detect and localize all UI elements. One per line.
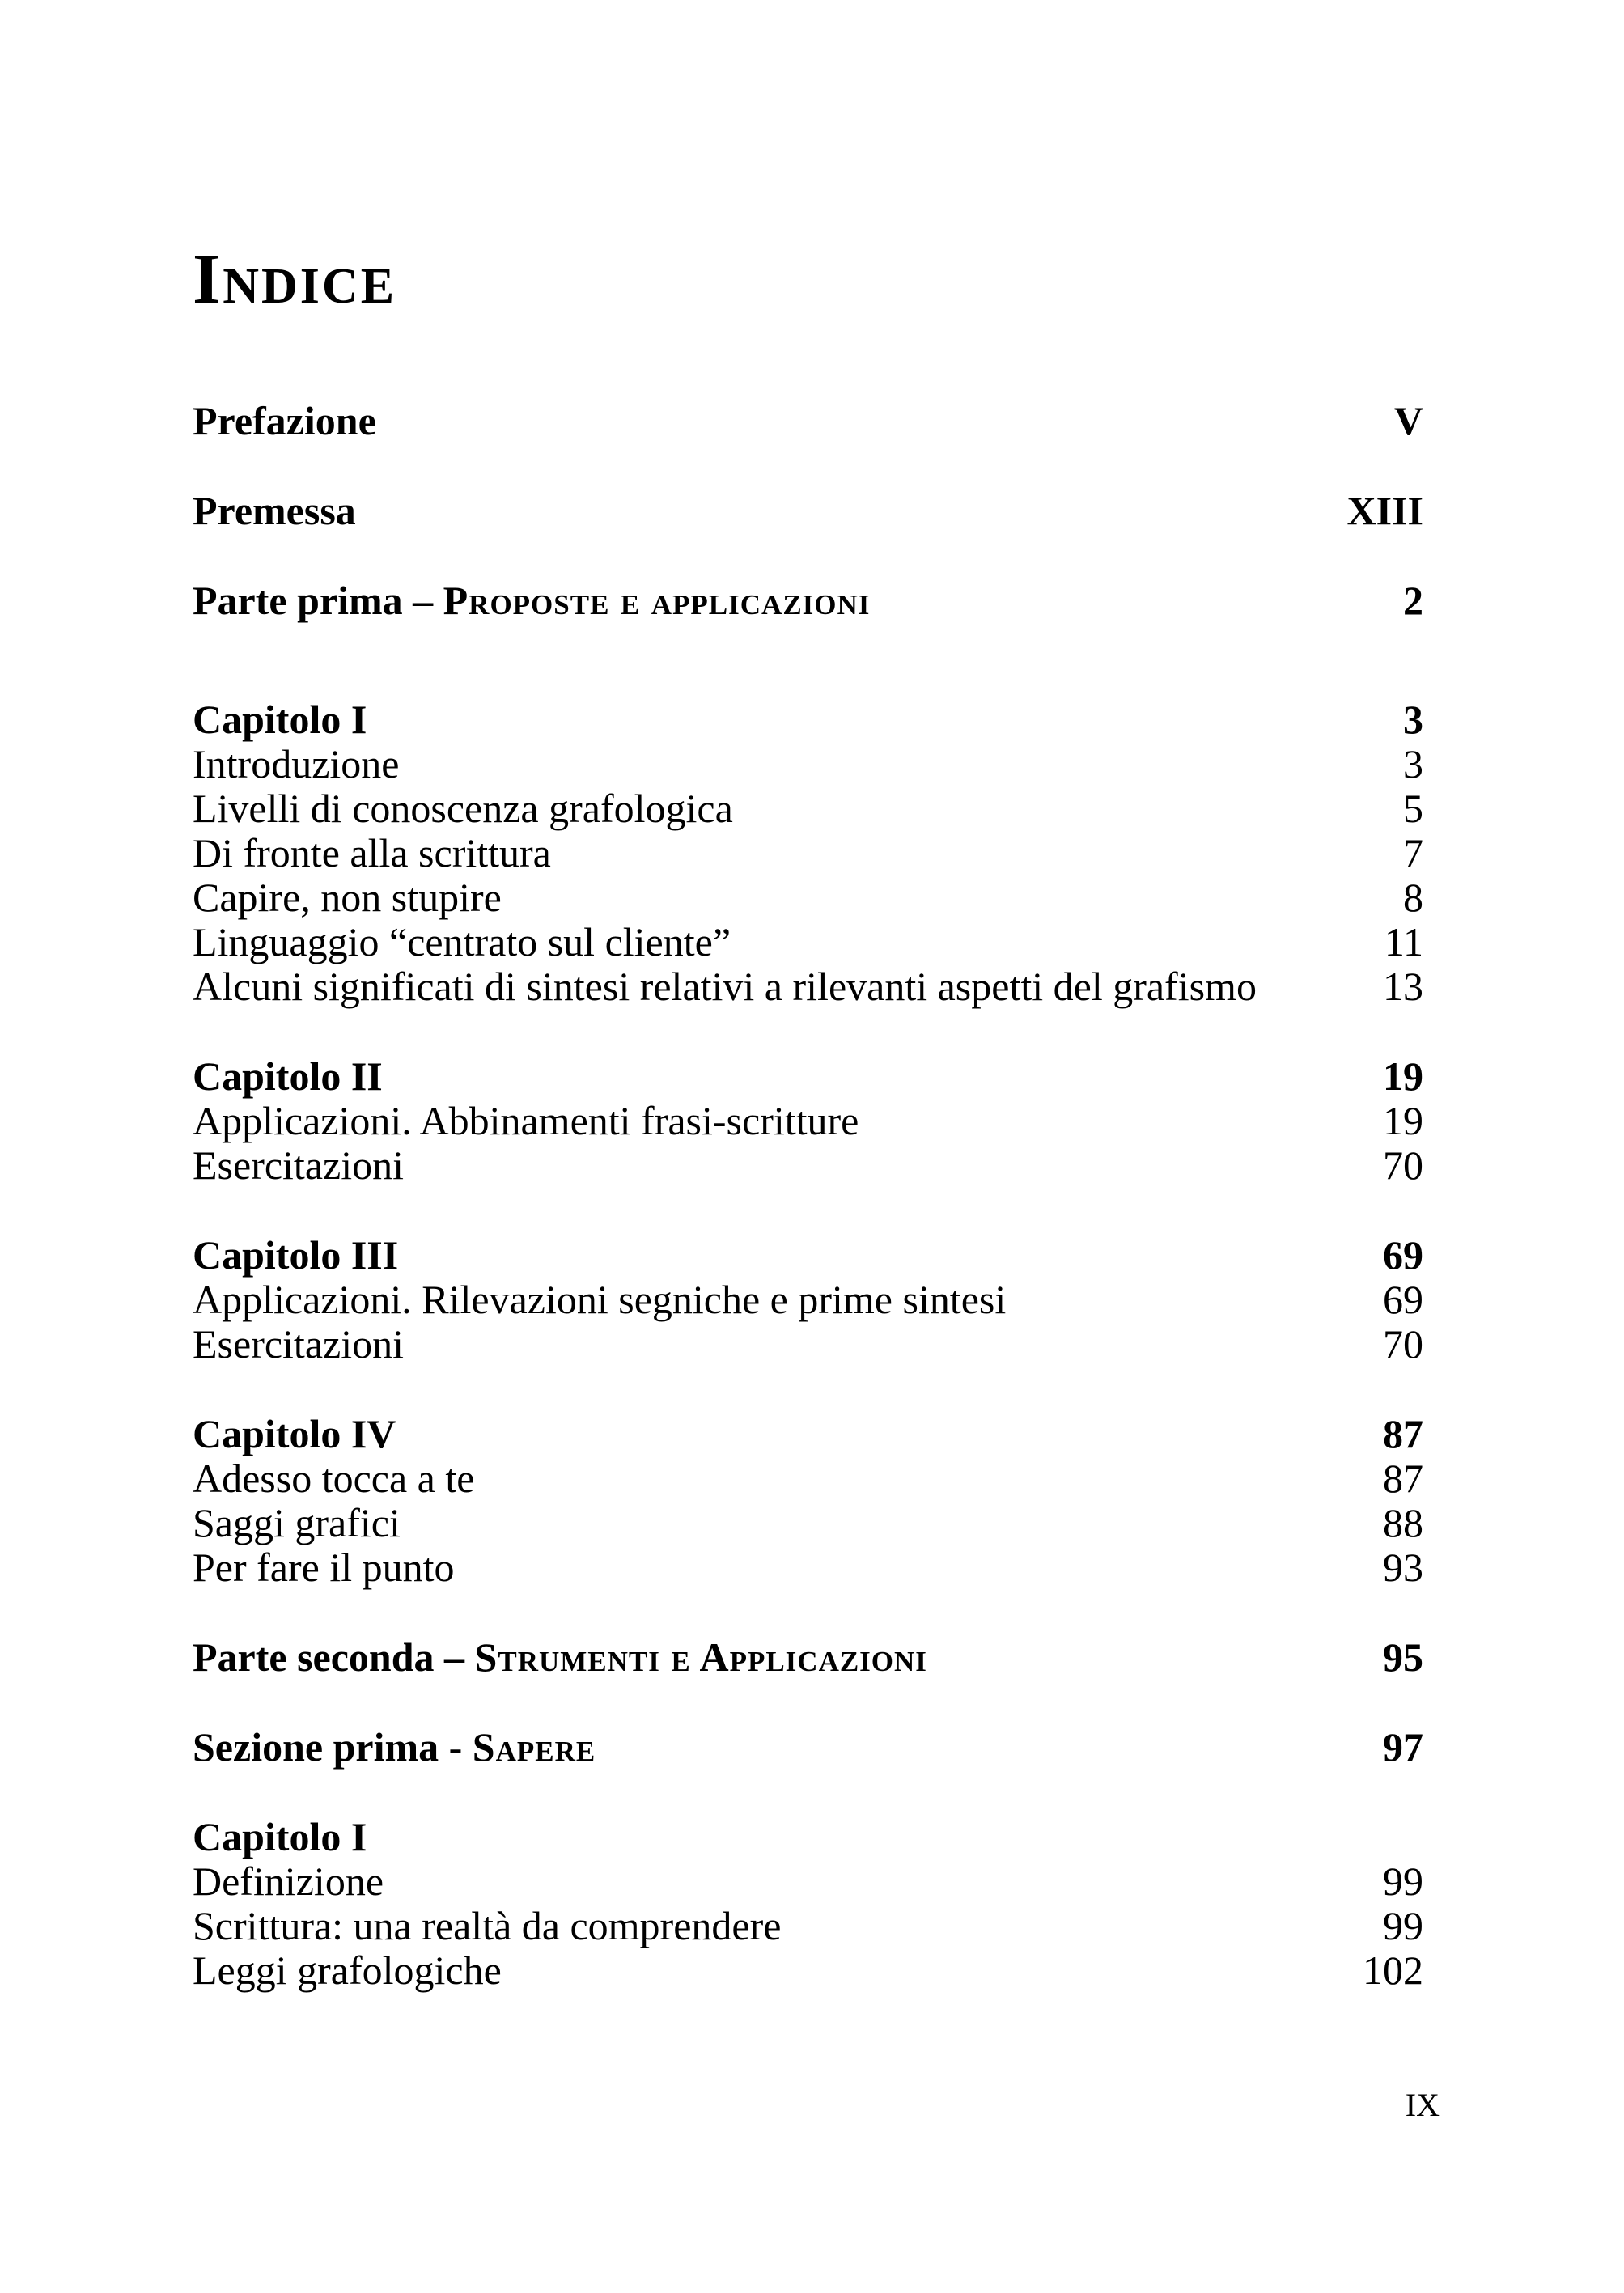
toc-entry-page-number: 2 [1403,578,1423,623]
page-folio: IX [1405,2087,1440,2123]
toc-entry-capitolo-3 [193,1233,1423,1278]
toc-entry-page-number: 7 [1403,830,1423,875]
toc-entry [193,831,1423,875]
toc-entry-label: Capitolo I [193,1814,367,1859]
toc-entry [193,1948,1423,1993]
table-of-contents [193,399,1423,1993]
toc-entry-page-number: 69 [1383,1277,1423,1322]
toc-entry-label: Premessa [193,488,356,533]
toc-entry-page-number: 99 [1383,1859,1423,1904]
toc-entry-label: Per fare il punto [193,1545,455,1590]
part-subtitle: Strumenti e Applicazioni [474,1634,927,1680]
toc-entry-label: Capire, non stupire [193,875,502,920]
toc-entry-page-number: 88 [1383,1500,1423,1545]
section-subtitle: Sapere [472,1724,596,1770]
toc-entry-page-number: 13 [1383,964,1423,1009]
part-label: Parte prima – [193,578,434,623]
toc-entry-label [193,1725,596,1770]
toc-entry [193,1322,1423,1367]
toc-entry-label: Applicazioni. Abbinamenti frasi-scritture [193,1098,859,1143]
toc-entry [193,920,1423,964]
toc-entry-page-number: 70 [1383,1321,1423,1367]
toc-entry-parte-seconda [193,1635,1423,1680]
toc-entry-label: Linguaggio “centrato sul cliente” [193,919,731,964]
toc-entry-label: Livelli di conoscenza grafologica [193,786,733,831]
toc-entry-page-number: 3 [1403,697,1423,742]
toc-entry-label: Introduzione [193,741,400,786]
toc-entry-capitolo-2 [193,1054,1423,1099]
toc-entry [193,1501,1423,1545]
part-subtitle: Proposte e applicazioni [443,578,871,623]
toc-entry-label [193,579,870,623]
toc-entry-label: Scrittura: una realtà da comprendere [193,1903,782,1948]
toc-entry-label: Saggi grafici [193,1500,401,1545]
toc-entry-page-number: 5 [1403,786,1423,831]
page-title: Indice [193,240,397,319]
toc-entry-parte-prima [193,579,1423,623]
toc-entry [193,1545,1423,1590]
toc-entry-page-number: 93 [1383,1545,1423,1590]
toc-entry-premessa [193,489,1423,533]
toc-entry-page-number: 102 [1363,1948,1423,1993]
toc-entry-page-number: 11 [1384,919,1423,964]
toc-entry [193,786,1423,831]
toc-entry-label [193,1635,927,1680]
toc-entry-page-number: 87 [1383,1456,1423,1501]
toc-entry-label: Leggi grafologiche [193,1948,502,1993]
toc-entry-label: Di fronte alla scrittura [193,830,551,875]
toc-entry [193,1278,1423,1322]
toc-entry [193,1904,1423,1948]
toc-entry-capitolo-1-sezione [193,1815,1423,1859]
toc-entry-page-number: 70 [1383,1142,1423,1188]
toc-entry-page-number: XIII [1346,488,1423,533]
toc-entry-label: Prefazione [193,398,376,443]
toc-entry-capitolo-4 [193,1412,1423,1456]
toc-entry-label: Applicazioni. Rilevazioni segniche e prime sintesi [193,1277,1007,1322]
toc-entry [193,964,1423,1009]
toc-entry [193,1859,1423,1904]
toc-entry-label: Alcuni significati di sintesi relativi a rilevanti aspetti del grafismo [193,964,1257,1009]
toc-entry [193,1143,1423,1188]
toc-entry-page-number: 95 [1383,1634,1423,1680]
toc-entry-label: Capitolo IV [193,1411,396,1456]
toc-entry-page-number: 3 [1403,741,1423,786]
part-label: Parte seconda – [193,1634,465,1680]
toc-entry [193,742,1423,786]
toc-entry-sezione-prima [193,1725,1423,1770]
toc-entry [193,875,1423,920]
toc-entry [193,1099,1423,1143]
toc-entry-label: Capitolo I [193,697,367,742]
toc-entry-page-number: 99 [1383,1903,1423,1948]
toc-entry-label: Esercitazioni [193,1321,404,1367]
toc-entry-page-number: 19 [1383,1053,1423,1099]
toc-entry-label: Esercitazioni [193,1142,404,1188]
toc-entry-prefazione [193,399,1423,443]
toc-entry-page-number: 87 [1383,1411,1423,1456]
toc-entry-page-number: 8 [1403,875,1423,920]
toc-entry [193,1456,1423,1501]
toc-entry-label: Definizione [193,1859,384,1904]
toc-entry-label: Capitolo II [193,1053,383,1099]
toc-entry-capitolo-1 [193,697,1423,742]
section-label: Sezione prima - [193,1724,463,1770]
toc-entry-page-number: 19 [1383,1098,1423,1143]
toc-entry-label: Adesso tocca a te [193,1456,475,1501]
toc-entry-page-number: 97 [1383,1724,1423,1770]
toc-entry-page-number: V [1393,398,1423,443]
toc-entry-page-number: 69 [1383,1232,1423,1278]
toc-entry-label: Capitolo III [193,1232,399,1278]
